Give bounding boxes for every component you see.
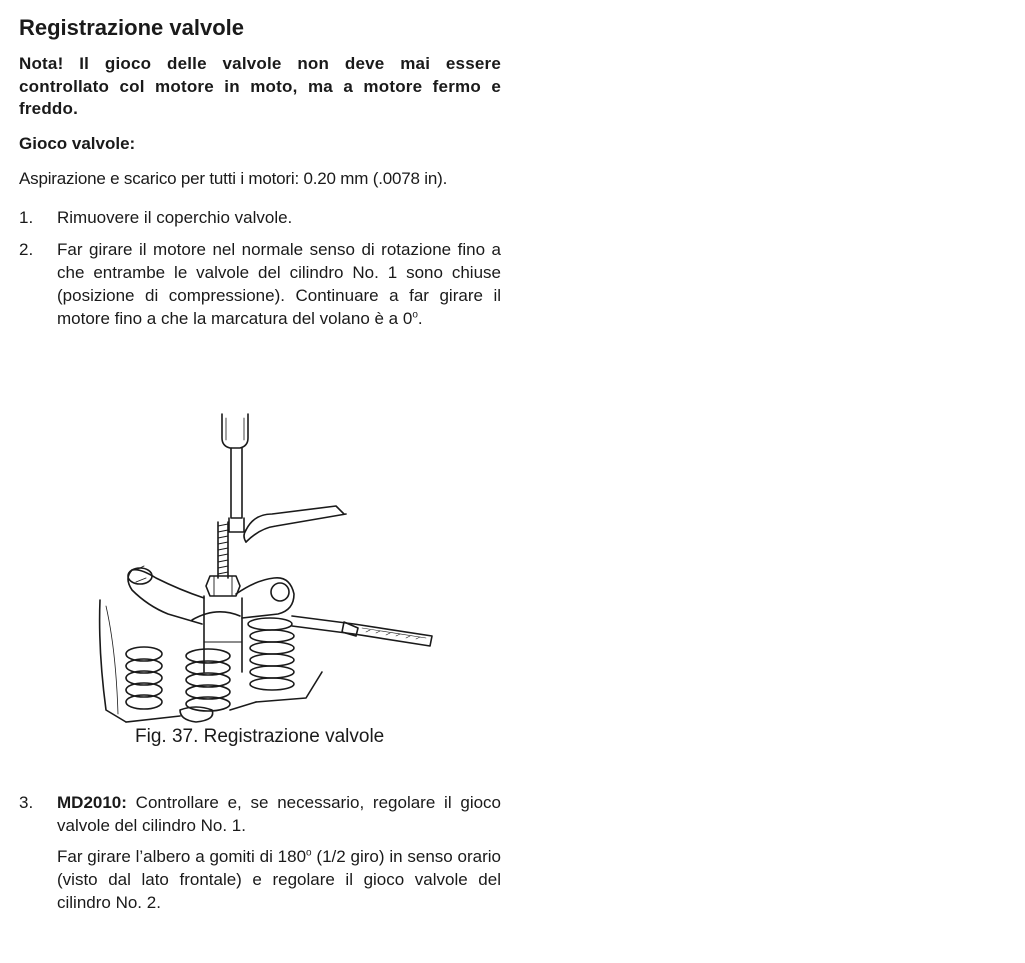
figure-caption: Fig. 37. Registrazione valvole xyxy=(135,726,385,747)
manual-page xyxy=(19,14,501,339)
step-text: Rimuovere il coperchio valvole. xyxy=(57,207,293,227)
valve-adjustment-drawing xyxy=(96,410,436,728)
step-1 xyxy=(19,206,501,229)
clearance-spec: Aspirazione e scarico per tutti i motori: 0.20 mm (.0078 in). xyxy=(19,168,448,188)
step-text: Controllare e, se necessario, regolare il gioco valvole del cilindro No. 1. xyxy=(57,793,501,835)
degree-mark: o xyxy=(306,847,312,859)
engine-model: MD2010: xyxy=(57,793,127,812)
step-3-para-1 xyxy=(57,791,501,837)
valve-adjustment-illustration xyxy=(96,410,436,728)
step-3-row xyxy=(19,791,501,914)
step-number: 3. xyxy=(19,793,34,812)
step-text-main: Far girare il motore nel normale senso di rotazione fino a che entrambe le valvole del cilindro No. 1 sono chiuse (posizione di compressione). Continuare a far girare il motore fino a che la marcatura del volano è a 0 xyxy=(57,239,501,328)
step-number: 1. xyxy=(19,207,34,227)
step-3-para-2 xyxy=(57,845,501,914)
section-title: Registrazione valvole xyxy=(19,15,244,40)
step-2 xyxy=(19,238,501,330)
step-text xyxy=(57,238,501,330)
step-body xyxy=(57,791,501,914)
warning-note: Nota! Il gioco delle valvole non deve mai essere controllato col motore in moto, ma a motore fermo e freddo. xyxy=(19,54,501,118)
step-3 xyxy=(19,791,501,923)
step-number: 2. xyxy=(19,239,34,259)
step-text-end: (1/2 giro) in senso orario (visto dal lato frontale) e regolare il gioco valvole del cilindro No. 2. xyxy=(57,847,501,912)
step-text-end: . xyxy=(417,308,423,328)
step-text-main: Far girare l’albero a gomiti di 180 xyxy=(57,847,307,866)
clearance-title: Gioco valvole: xyxy=(19,133,136,153)
degree-mark: o xyxy=(412,308,418,320)
